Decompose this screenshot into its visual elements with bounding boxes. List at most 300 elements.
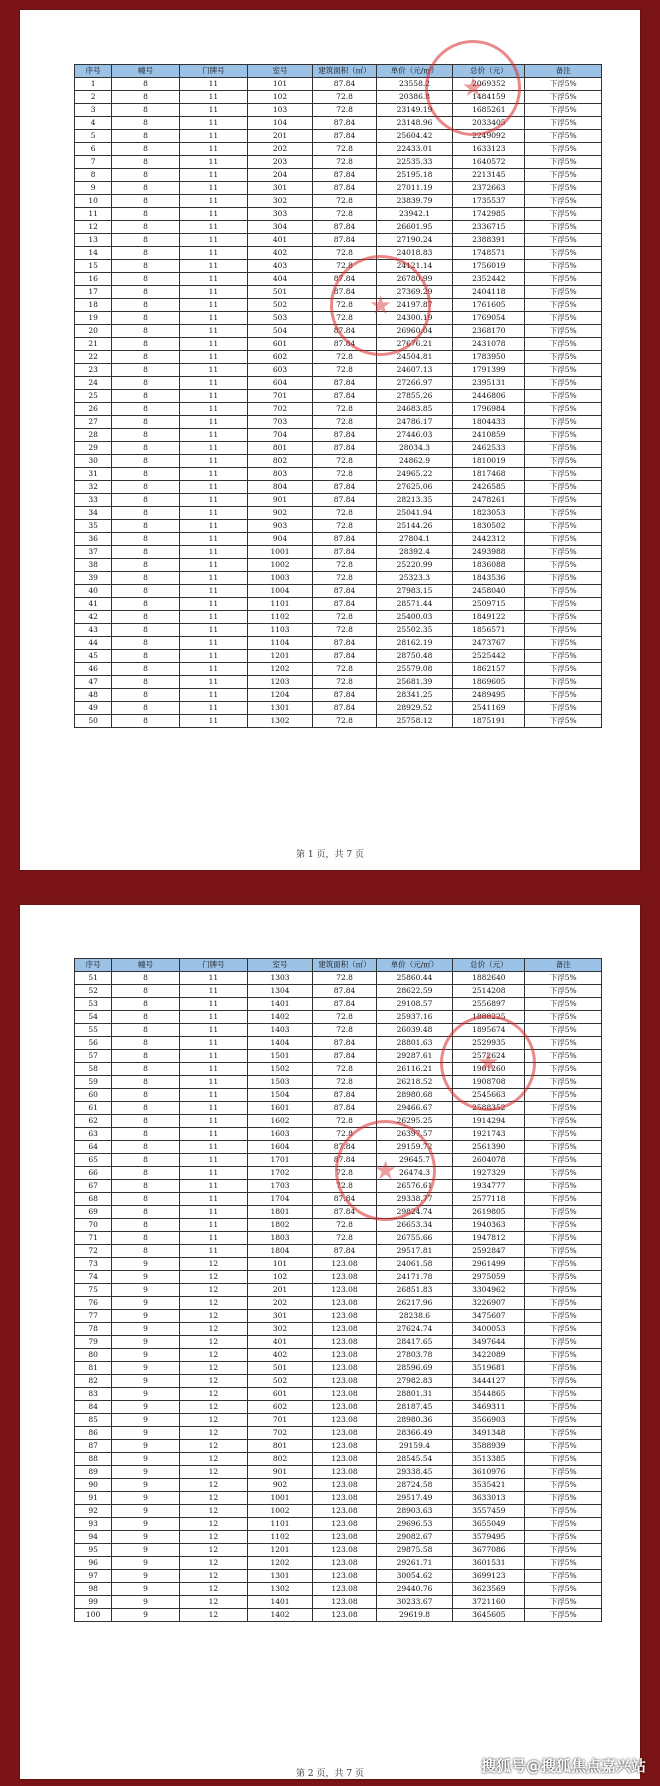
table-cell: 下浮5%	[525, 1466, 602, 1479]
table-cell: 11	[179, 351, 247, 364]
table-cell: 1921743	[453, 1128, 525, 1141]
table-cell: 8	[112, 1076, 180, 1089]
table-row	[75, 1271, 602, 1284]
table-cell: 24197.87	[376, 299, 453, 312]
table-row	[75, 403, 602, 416]
table-cell: 27855.26	[376, 390, 453, 403]
table-cell: 24300.19	[376, 312, 453, 325]
table-cell: 901	[247, 494, 313, 507]
table-cell: 8	[112, 78, 180, 91]
table-row	[75, 1115, 602, 1128]
table-cell: 2604078	[453, 1154, 525, 1167]
table-cell: 下浮5%	[525, 1323, 602, 1336]
table-cell: 1404	[247, 1037, 313, 1050]
table-cell: 1402	[247, 1011, 313, 1024]
table-cell: 11	[179, 338, 247, 351]
table-cell: 123.08	[313, 1440, 376, 1453]
table-row	[75, 1232, 602, 1245]
table-cell: 下浮5%	[525, 1193, 602, 1206]
table-row	[75, 559, 602, 572]
table-cell: 下浮5%	[525, 1271, 602, 1284]
table-row	[75, 546, 602, 559]
table-cell: 28213.35	[376, 494, 453, 507]
table-cell: 801	[247, 442, 313, 455]
table-cell: 123.08	[313, 1583, 376, 1596]
table-cell: 72.8	[313, 676, 376, 689]
table-cell: 11	[179, 598, 247, 611]
table-cell: 8	[112, 533, 180, 546]
table-cell: 24171.78	[376, 1271, 453, 1284]
table-cell: 9	[112, 1336, 180, 1349]
table-cell: 2410859	[453, 429, 525, 442]
table-cell: 604	[247, 377, 313, 390]
table-cell: 11	[179, 78, 247, 91]
table-cell: 602	[247, 1401, 313, 1414]
table-cell: 9	[112, 1609, 180, 1622]
table-cell: 53	[75, 998, 112, 1011]
table-cell: 27	[75, 416, 112, 429]
table-cell: 9	[112, 1362, 180, 1375]
table-cell: 11	[179, 702, 247, 715]
table-cell: 92	[75, 1505, 112, 1518]
table-cell: 95	[75, 1544, 112, 1557]
table-cell: 72.8	[313, 455, 376, 468]
table-cell: 30054.62	[376, 1570, 453, 1583]
table-row	[75, 1037, 602, 1050]
table-cell: 1875191	[453, 715, 525, 728]
table-cell: 70	[75, 1219, 112, 1232]
table-cell: 3633013	[453, 1492, 525, 1505]
table-cell: 1484159	[453, 91, 525, 104]
table-cell: 90	[75, 1479, 112, 1492]
table-cell: 29645.7	[376, 1154, 453, 1167]
table-cell: 9	[75, 182, 112, 195]
table-cell: 504	[247, 325, 313, 338]
table-cell: 1947812	[453, 1232, 525, 1245]
table-cell: 1302	[247, 1583, 313, 1596]
table-cell: 12	[179, 1479, 247, 1492]
price-table-page-1	[74, 64, 602, 728]
table-cell: 12	[179, 1388, 247, 1401]
table-cell: 2336715	[453, 221, 525, 234]
table-cell: 12	[179, 1453, 247, 1466]
table-cell: 1756019	[453, 260, 525, 273]
table-cell: 1901260	[453, 1063, 525, 1076]
table-cell: 60	[75, 1089, 112, 1102]
table-cell: 25220.99	[376, 559, 453, 572]
table-cell: 下浮5%	[525, 1440, 602, 1453]
table-cell: 901	[247, 1466, 313, 1479]
table-cell: 28162.19	[376, 637, 453, 650]
table-cell: 8	[112, 559, 180, 572]
table-cell: 9	[112, 1284, 180, 1297]
table-row	[75, 1128, 602, 1141]
table-cell: 9	[112, 1297, 180, 1310]
column-header: 单价（元/㎡）	[376, 65, 453, 78]
table-row	[75, 1154, 602, 1167]
column-header: 总价（元）	[453, 959, 525, 972]
table-cell: 11	[179, 442, 247, 455]
table-cell: 25579.08	[376, 663, 453, 676]
table-cell: 87.84	[313, 182, 376, 195]
table-cell: 11	[179, 1037, 247, 1050]
table-cell: 123.08	[313, 1401, 376, 1414]
table-row	[75, 377, 602, 390]
table-cell: 12	[179, 1583, 247, 1596]
table-cell: 87	[75, 1440, 112, 1453]
table-cell: 71	[75, 1232, 112, 1245]
table-cell: 404	[247, 273, 313, 286]
table-cell: 3579495	[453, 1531, 525, 1544]
table-cell: 8	[112, 715, 180, 728]
table-cell: 下浮5%	[525, 221, 602, 234]
table-cell: 8	[112, 351, 180, 364]
table-row	[75, 1180, 602, 1193]
table-row	[75, 1427, 602, 1440]
table-row	[75, 689, 602, 702]
table-cell: 1403	[247, 1024, 313, 1037]
table-cell: 204	[247, 169, 313, 182]
table-cell: 1202	[247, 663, 313, 676]
table-row	[75, 1050, 602, 1063]
table-cell: 8	[112, 1115, 180, 1128]
table-cell: 11	[179, 1154, 247, 1167]
table-cell: 1004	[247, 585, 313, 598]
table-cell: 下浮5%	[525, 143, 602, 156]
table-cell: 12	[179, 1310, 247, 1323]
table-cell: 29619.8	[376, 1609, 453, 1622]
table-cell: 33	[75, 494, 112, 507]
table-cell: 1735537	[453, 195, 525, 208]
table-body	[75, 78, 602, 728]
table-row	[75, 1206, 602, 1219]
table-cell: 8	[112, 1128, 180, 1141]
table-cell: 87.84	[313, 689, 376, 702]
table-cell: 8	[112, 104, 180, 117]
table-cell: 8	[112, 390, 180, 403]
table-cell: 8	[112, 130, 180, 143]
table-cell: 902	[247, 507, 313, 520]
table-cell: 1002	[247, 559, 313, 572]
table-cell: 27804.1	[376, 533, 453, 546]
table-cell: 72.8	[313, 520, 376, 533]
table-cell: 下浮5%	[525, 585, 602, 598]
table-cell: 25400.03	[376, 611, 453, 624]
table-cell: 24018.83	[376, 247, 453, 260]
table-cell: 1742985	[453, 208, 525, 221]
table-cell: 9	[112, 1596, 180, 1609]
table-cell: 8	[112, 286, 180, 299]
table-cell: 下浮5%	[525, 689, 602, 702]
table-cell: 1003	[247, 572, 313, 585]
table-cell: 下浮5%	[525, 1180, 602, 1193]
table-cell: 下浮5%	[525, 637, 602, 650]
table-cell: 8	[112, 1102, 180, 1115]
table-cell: 123.08	[313, 1570, 376, 1583]
table-cell: 72.8	[313, 1063, 376, 1076]
table-cell: 下浮5%	[525, 195, 602, 208]
table-cell: 8	[112, 650, 180, 663]
table-row	[75, 130, 602, 143]
table-cell: 11	[179, 468, 247, 481]
table-cell: 28750.48	[376, 650, 453, 663]
table-cell: 下浮5%	[525, 533, 602, 546]
table-cell: 9	[112, 1505, 180, 1518]
table-cell: 24683.85	[376, 403, 453, 416]
table-cell: 10	[75, 195, 112, 208]
table-row	[75, 1609, 602, 1622]
table-cell: 87.84	[313, 286, 376, 299]
table-cell: 9	[112, 1310, 180, 1323]
table-cell: 302	[247, 195, 313, 208]
table-cell: 22	[75, 351, 112, 364]
table-cell: 1101	[247, 598, 313, 611]
table-cell: 下浮5%	[525, 260, 602, 273]
table-cell: 11	[179, 286, 247, 299]
table-cell: 123.08	[313, 1531, 376, 1544]
table-cell: 8	[112, 481, 180, 494]
table-cell: 下浮5%	[525, 1167, 602, 1180]
table-cell: 9	[112, 1440, 180, 1453]
table-row	[75, 1492, 602, 1505]
table-cell: 1849122	[453, 611, 525, 624]
table-row	[75, 611, 602, 624]
table-cell: 3677086	[453, 1544, 525, 1557]
table-cell: 702	[247, 403, 313, 416]
table-cell: 1927329	[453, 1167, 525, 1180]
table-cell: 下浮5%	[525, 1154, 602, 1167]
table-cell: 8	[112, 1167, 180, 1180]
table-cell: 3422089	[453, 1349, 525, 1362]
table-cell: 14	[75, 247, 112, 260]
table-cell: 11	[179, 1076, 247, 1089]
table-cell: 下浮5%	[525, 972, 602, 985]
table-row	[75, 1453, 602, 1466]
table-cell: 303	[247, 208, 313, 221]
table-cell: 201	[247, 1284, 313, 1297]
table-cell: 8	[112, 143, 180, 156]
table-cell: 8	[112, 403, 180, 416]
table-cell: 下浮5%	[525, 715, 602, 728]
table-cell: 12	[179, 1570, 247, 1583]
table-cell: 84	[75, 1401, 112, 1414]
table-cell: 401	[247, 1336, 313, 1349]
table-cell: 2249092	[453, 130, 525, 143]
table-cell: 11	[179, 1232, 247, 1245]
table-cell: 2	[75, 91, 112, 104]
table-row	[75, 533, 602, 546]
table-cell: 2431078	[453, 338, 525, 351]
table-cell: 56	[75, 1037, 112, 1050]
table-cell: 下浮5%	[525, 234, 602, 247]
table-cell: 28187.45	[376, 1401, 453, 1414]
table-cell: 下浮5%	[525, 273, 602, 286]
table-cell: 72.8	[313, 91, 376, 104]
table-cell: 下浮5%	[525, 598, 602, 611]
table-cell: 下浮5%	[525, 1388, 602, 1401]
table-cell: 2478261	[453, 494, 525, 507]
table-cell: 12	[179, 1258, 247, 1271]
table-row	[75, 572, 602, 585]
table-cell: 48	[75, 689, 112, 702]
table-cell: 2033405	[453, 117, 525, 130]
table-cell: 29159.72	[376, 1141, 453, 1154]
table-cell: 40	[75, 585, 112, 598]
table-cell: 8	[112, 1024, 180, 1037]
table-cell: 12	[179, 1466, 247, 1479]
table-row	[75, 247, 602, 260]
table-cell: 123.08	[313, 1609, 376, 1622]
table-cell: 8	[112, 234, 180, 247]
table-cell: 29466.67	[376, 1102, 453, 1115]
table-row	[75, 91, 602, 104]
table-row	[75, 1219, 602, 1232]
table-cell: 123.08	[313, 1414, 376, 1427]
table-cell: 72.8	[313, 351, 376, 364]
table-cell: 9	[112, 1466, 180, 1479]
table-cell: 1862157	[453, 663, 525, 676]
table-cell: 81	[75, 1362, 112, 1375]
table-cell: 2462533	[453, 442, 525, 455]
table-cell: 103	[247, 104, 313, 117]
table-cell: 8	[112, 91, 180, 104]
table-cell: 12	[179, 1518, 247, 1531]
table-cell: 11	[179, 972, 247, 985]
table-row	[75, 156, 602, 169]
table-cell: 下浮5%	[525, 1531, 602, 1544]
table-cell: 402	[247, 1349, 313, 1362]
table-cell: 下浮5%	[525, 624, 602, 637]
table-cell: 28980.68	[376, 1089, 453, 1102]
table-cell: 30	[75, 455, 112, 468]
table-cell: 2388391	[453, 234, 525, 247]
table-cell: 24061.58	[376, 1258, 453, 1271]
table-cell: 1502	[247, 1063, 313, 1076]
table-cell: 23839.79	[376, 195, 453, 208]
table-cell: 78	[75, 1323, 112, 1336]
table-cell: 203	[247, 156, 313, 169]
table-cell: 1301	[247, 702, 313, 715]
table-cell: 下浮5%	[525, 1596, 602, 1609]
table-cell: 123.08	[313, 1544, 376, 1557]
table-cell: 11	[179, 208, 247, 221]
table-cell: 3566903	[453, 1414, 525, 1427]
table-cell: 3544865	[453, 1388, 525, 1401]
table-cell: 1783950	[453, 351, 525, 364]
table-cell: 87.84	[313, 533, 376, 546]
table-cell: 202	[247, 1297, 313, 1310]
table-cell: 62	[75, 1115, 112, 1128]
table-row	[75, 1440, 602, 1453]
table-cell: 3588939	[453, 1440, 525, 1453]
column-header: 备注	[525, 959, 602, 972]
table-cell: 44	[75, 637, 112, 650]
table-body	[75, 972, 602, 1622]
table-cell: 26039.48	[376, 1024, 453, 1037]
table-cell: 11	[179, 169, 247, 182]
table-cell: 1843536	[453, 572, 525, 585]
table-cell: 8	[75, 169, 112, 182]
table-cell: 36	[75, 533, 112, 546]
table-cell: 29261.71	[376, 1557, 453, 1570]
table-cell: 72.8	[313, 972, 376, 985]
column-header: 总价（元）	[453, 65, 525, 78]
table-cell: 98	[75, 1583, 112, 1596]
table-cell: 9	[112, 1414, 180, 1427]
table-cell: 26397.57	[376, 1128, 453, 1141]
table-cell: 下浮5%	[525, 455, 602, 468]
table-cell: 下浮5%	[525, 130, 602, 143]
table-row	[75, 325, 602, 338]
table-cell: 403	[247, 260, 313, 273]
table-cell: 下浮5%	[525, 611, 602, 624]
table-row	[75, 520, 602, 533]
table-row	[75, 1258, 602, 1271]
table-cell: 501	[247, 1362, 313, 1375]
table-cell: 12	[179, 1609, 247, 1622]
table-cell: 8	[112, 260, 180, 273]
table-cell: 下浮5%	[525, 390, 602, 403]
table-cell: 下浮5%	[525, 286, 602, 299]
table-cell: 401	[247, 234, 313, 247]
table-cell: 下浮5%	[525, 104, 602, 117]
table-cell: 2395131	[453, 377, 525, 390]
price-table-page-2	[74, 958, 602, 1622]
table-cell: 下浮5%	[525, 1206, 602, 1219]
table-cell: 104	[247, 117, 313, 130]
table-cell: 31	[75, 468, 112, 481]
column-header: 序号	[75, 65, 112, 78]
table-cell: 下浮5%	[525, 377, 602, 390]
table-row	[75, 286, 602, 299]
table-cell: 28596.69	[376, 1362, 453, 1375]
table-cell: 2619805	[453, 1206, 525, 1219]
table-cell: 2493988	[453, 546, 525, 559]
watermark-text: 搜狐号@搜狐焦点嘉兴站	[480, 1757, 646, 1775]
table-cell: 11	[179, 520, 247, 533]
table-cell: 3	[75, 104, 112, 117]
table-cell: 72.8	[313, 299, 376, 312]
table-cell: 803	[247, 468, 313, 481]
table-cell: 72	[75, 1245, 112, 1258]
table-cell: 59	[75, 1076, 112, 1089]
table-cell: 72.8	[313, 715, 376, 728]
table-cell: 3699123	[453, 1570, 525, 1583]
table-cell: 3535421	[453, 1479, 525, 1492]
table-cell: 1914294	[453, 1115, 525, 1128]
table-cell: 1503	[247, 1076, 313, 1089]
table-cell: 2577118	[453, 1193, 525, 1206]
table-cell: 83	[75, 1388, 112, 1401]
table-cell: 9	[112, 1583, 180, 1596]
table-cell: 12	[179, 1362, 247, 1375]
table-cell: 11	[179, 689, 247, 702]
table-cell: 87.84	[313, 1245, 376, 1258]
table-cell: 1803	[247, 1232, 313, 1245]
table-cell: 30233.67	[376, 1596, 453, 1609]
table-cell: 802	[247, 455, 313, 468]
table-cell: 72.8	[313, 1011, 376, 1024]
table-cell: 5	[75, 130, 112, 143]
table-cell: 28341.25	[376, 689, 453, 702]
table-cell: 1761605	[453, 299, 525, 312]
table-cell: 503	[247, 312, 313, 325]
table-cell: 22433.01	[376, 143, 453, 156]
table-row	[75, 117, 602, 130]
table-cell: 25	[75, 390, 112, 403]
table-cell: 72.8	[313, 559, 376, 572]
table-cell: 2561390	[453, 1141, 525, 1154]
